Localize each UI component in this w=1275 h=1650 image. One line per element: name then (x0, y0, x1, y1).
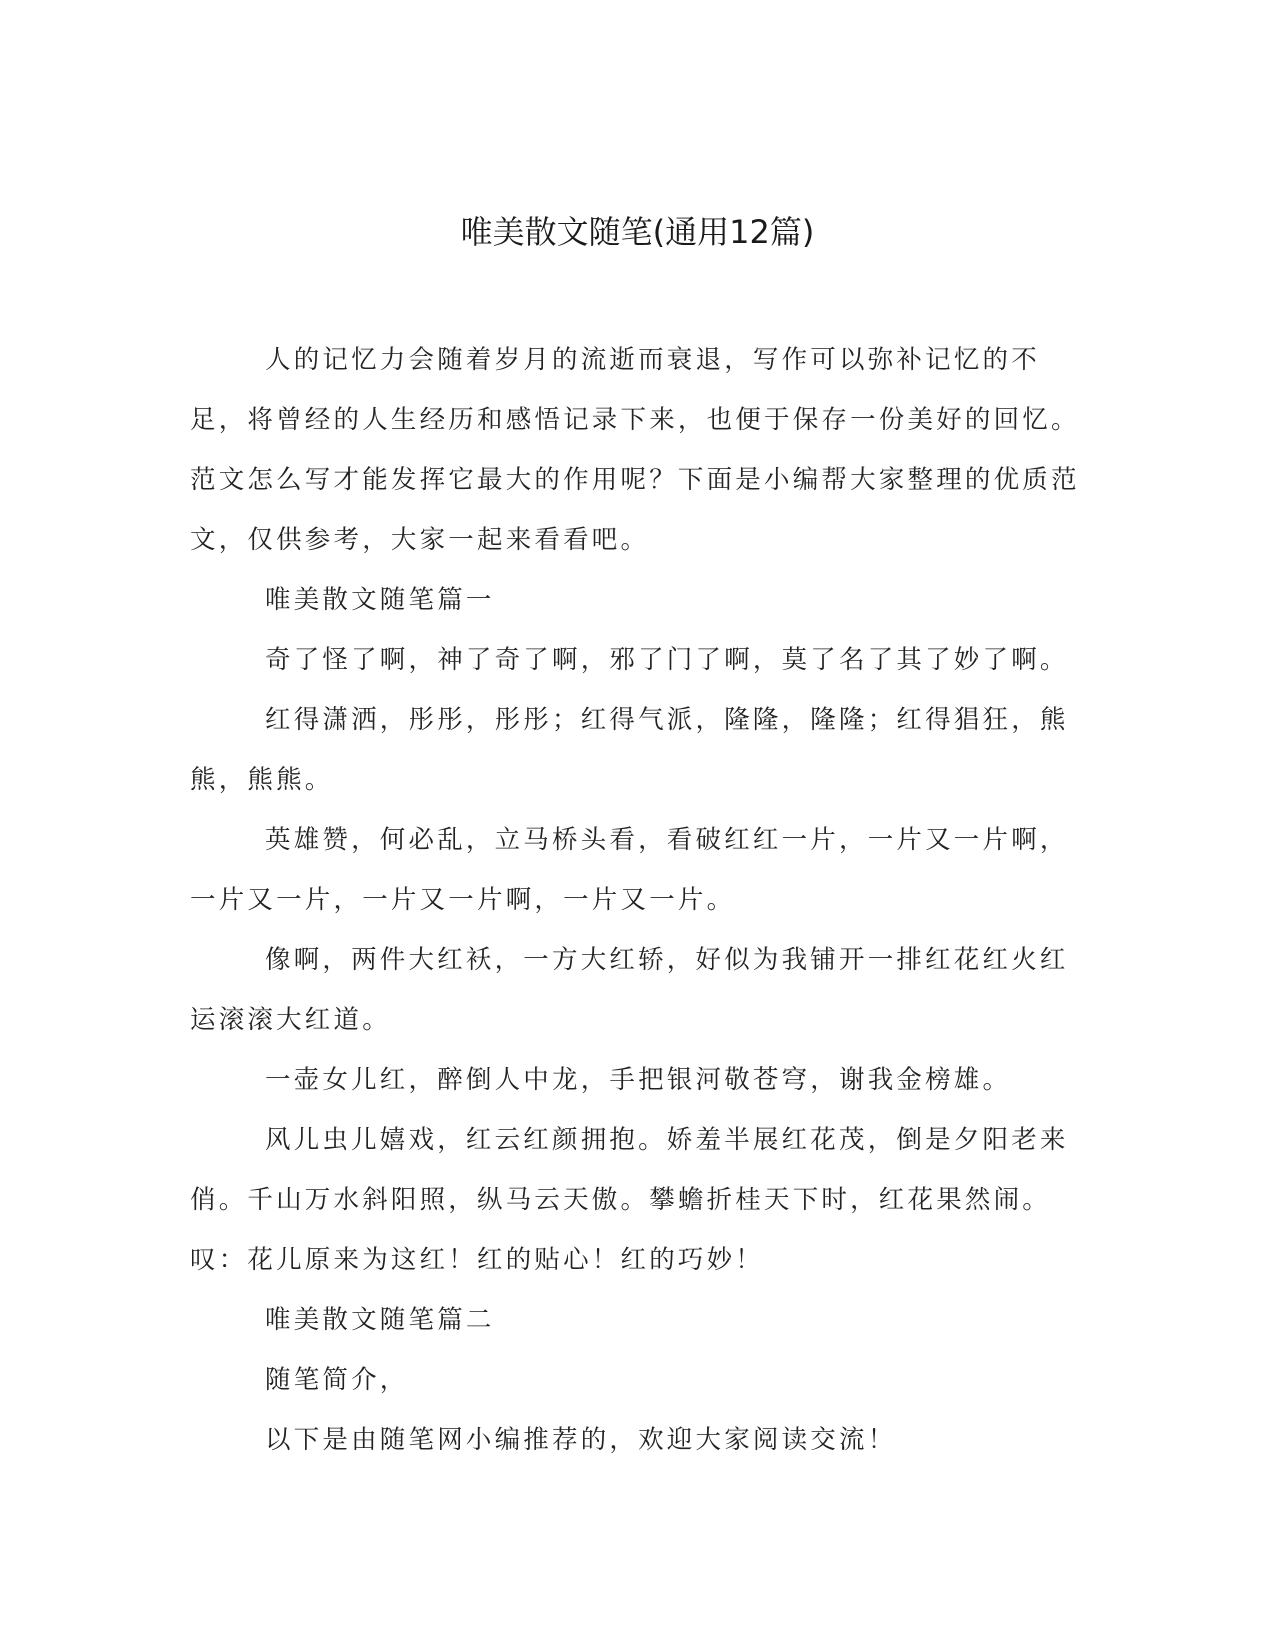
document-body (190, 330, 1080, 1470)
section-heading-2: 唯美散文随笔篇二 (265, 1305, 495, 1335)
body-paragraph: 一壶女儿红，醉倒人中龙，手把银河敬苍穹，谢我金榜雄。 (265, 1065, 1012, 1095)
body-paragraph: 风儿虫儿嬉戏，红云红颜拥抱。娇羞半展红花茂，倒是夕阳老来俏。千山万水斜阳照，纵马云天傲。攀蟾折桂天下时，红花果然闹。叹：花儿原来为这红！红的贴心！红的巧妙！ (190, 1125, 1069, 1275)
body-paragraph: 随笔简介， (265, 1365, 409, 1395)
body-paragraph: 以下是由随笔网小编推荐的，欢迎大家阅读交流！ (265, 1425, 897, 1455)
intro-paragraph: 人的记忆力会随着岁月的流逝而衰退，写作可以弥补记忆的不足，将曾经的人生经历和感悟记录下来，也便于保存一份美好的回忆。范文怎么写才能发挥它最大的作用呢？下面是小编帮大家整理的优质范文，仅供参考，大家一起来看看吧。 (190, 345, 1080, 555)
section-heading-1: 唯美散文随笔篇一 (265, 585, 495, 615)
body-paragraph: 红得潇洒，彤彤，彤彤；红得气派，隆隆，隆隆；红得猖狂，熊熊，熊熊。 (190, 705, 1069, 795)
body-paragraph: 奇了怪了啊，神了奇了啊，邪了门了啊，莫了名了其了妙了啊。 (265, 645, 1069, 675)
body-paragraph: 英雄赞，何必乱，立马桥头看，看破红红一片，一片又一片啊，一片又一片，一片又一片啊，一片又一片。 (190, 825, 1069, 915)
document-title: 唯美散文随笔(通用12篇) (460, 213, 815, 251)
body-paragraph: 像啊，两件大红袄，一方大红轿，好似为我铺开一排红花红火红运滚滚大红道。 (190, 945, 1069, 1035)
